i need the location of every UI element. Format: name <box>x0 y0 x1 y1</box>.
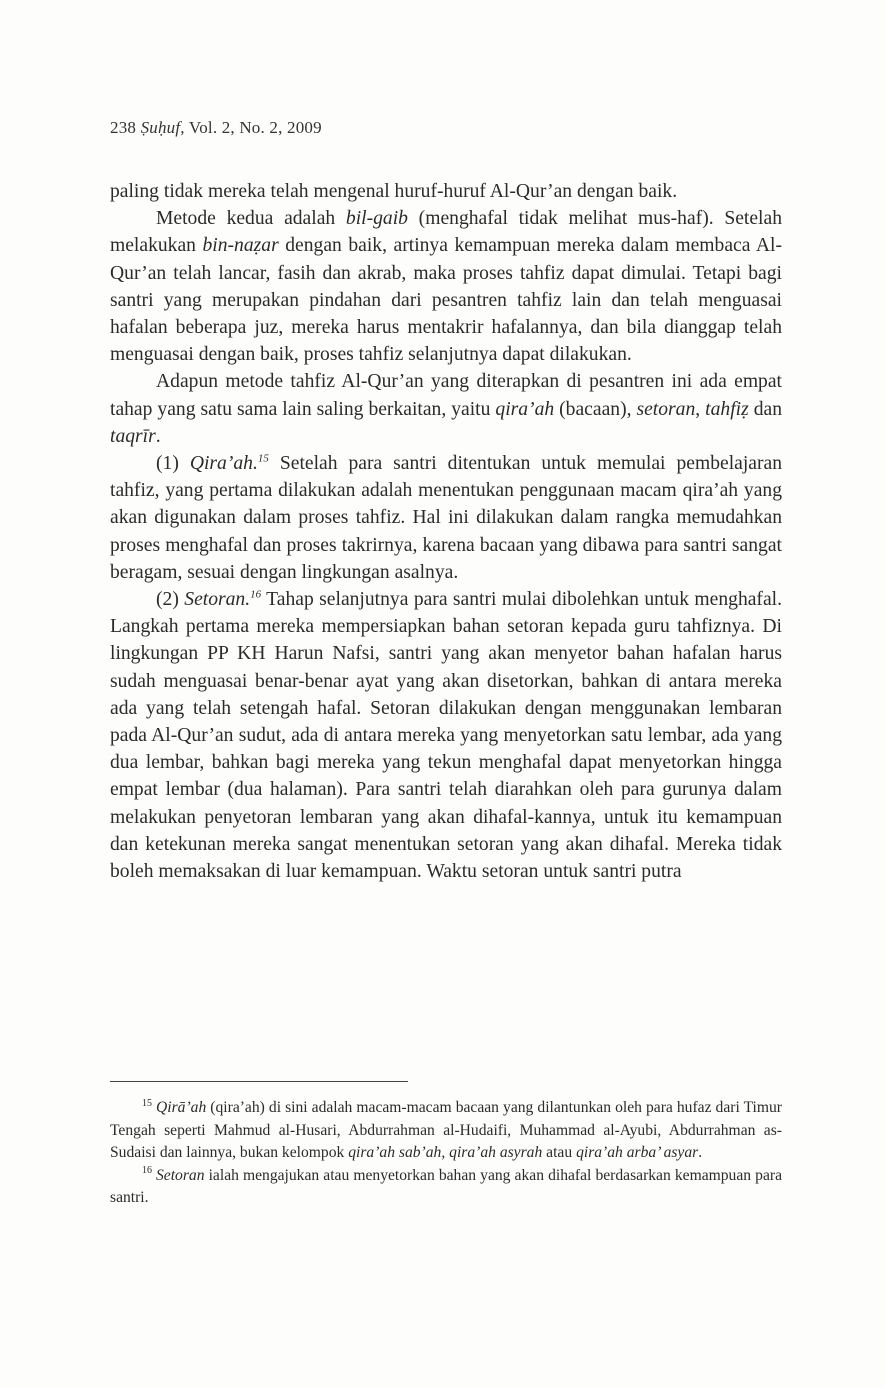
term-bin-nazar: bin-naẓar <box>202 235 279 257</box>
footnote-15-number: 15 <box>142 1097 152 1109</box>
paragraph-2 <box>110 205 782 368</box>
paragraph-2-text-b: (menghafal tidak melihat mus-haf). Setelah melakukan <box>110 208 782 257</box>
running-header <box>110 118 322 138</box>
footnote-15-term-4: qira’ah arba’ asyar <box>576 1144 699 1161</box>
paragraph-5 <box>110 586 782 885</box>
footnote-divider <box>110 1081 408 1082</box>
footnote-15-text-d: . <box>698 1144 703 1161</box>
paragraph-4-text: Setelah para santri ditentukan untuk memulai pembelajaran tahfiz, yang pertama dilakukan adalah menentukan penggunaan macam qira’ah yang akan digunakan dalam proses tahfiz. Hal ini dilakukan dalam rangka memudahkan proses menghafal dan proses takrirnya, karena bacaan yang dibawa para santri sangat beragam, sesuai dengan lingkungan asalnya. <box>110 453 782 583</box>
journal-volume: Vol. 2, No. 2, 2009 <box>188 118 322 137</box>
paragraph-3-text-a: Adapun metode tahfiz Al-Qur’an yang diterapkan di pesantren ini ada empat tahap yang satu sama lain saling berkaitan, yaitu <box>110 371 782 420</box>
term-bil-gaib: bil-gaib <box>345 208 408 230</box>
page-number: 238 <box>110 118 137 137</box>
footnotes <box>110 1097 782 1210</box>
paragraph-3-text-b: (bacaan), <box>554 398 637 420</box>
footnote-15-term: Qirā’ah <box>156 1099 207 1116</box>
main-text <box>110 178 782 885</box>
footnote-15-text-b: , <box>441 1144 450 1161</box>
paragraph-2-text-a: Metode kedua adalah <box>156 208 346 230</box>
footnote-15-text-a: (qira’ah) di sini adalah macam-macam bacaan yang dilantunkan oleh para hufaz dari Timur Tengah seperti Mahmud al-Husari, Abdurrahman al-Hudaifi, Muhammad al-Ayubi, Abdurrahman as-Sudaisi dan lainnya, bukan kelompok <box>110 1099 782 1161</box>
footnote-16-number: 16 <box>142 1165 152 1177</box>
footnote-15 <box>110 1097 782 1165</box>
paragraph-1-text: paling tidak mereka telah mengenal huruf-huruf Al-Qur’an dengan baik. <box>110 181 678 202</box>
heading-setoran: Setoran. <box>184 589 251 611</box>
paragraph-4-number: (1) <box>156 453 190 475</box>
paragraph-5-number: (2) <box>156 589 185 611</box>
paragraph-5-text: Tahap selanjutnya para santri mulai dibolehkan untuk menghafal. Langkah pertama mereka mempersiapkan bahan setoran kepada guru tahfiznya. Di lingkungan PP KH Harun Nafsi, santri yang akan menyetor bahan hafalan harus sudah menguasai benar-benar ayat yang akan disetorkan, bahkan di antara mereka ada yang telah setengah hafal. Setoran dilakukan dengan menggunakan lembaran pada Al-Qur’an sudut, ada di antara mereka yang menyetorkan satu lembar, ada yang dua lembar, bahkan bagi mereka yang tekun menghafal dapat menyetorkan hingga empat lembar (dua halaman). Para santri telah diarahkan oleh para gurunya dalam melakukan penyetoran lembaran yang akan dihafal-kannya, untuk itu kemampuan dan ketekunan mereka sangat menentukan setoran yang akan dihafal. Mereka tidak boleh memaksakan di luar kemampuan. Waktu setoran untuk santri putra <box>110 589 782 883</box>
footnote-15-term-2: qira’ah sab’ah <box>348 1144 442 1161</box>
footnote-16-text: ialah mengajukan atau menyetorkan bahan yang akan dihafal berdasarkan kemampuan para santri. <box>110 1166 782 1206</box>
paragraph-1 <box>110 178 782 205</box>
footnote-ref-16[interactable]: 16 <box>250 588 262 601</box>
footnote-16-term: Setoran <box>156 1166 205 1184</box>
footnote-16 <box>110 1165 782 1210</box>
term-tahfiz: tahfiẓ <box>705 398 749 420</box>
paragraph-3-text-e: . <box>155 425 161 447</box>
paragraph-2-text-c: dengan baik, artinya kemampuan mereka dalam membaca Al-Qur’an telah lancar, fasih dan akrab, maka proses tahfiz dapat dimulai. Tetapi bagi santri yang merupakan pindahan dari pesantren tahfiz lain dan telah menguasai hafalan beberapa juz, mereka harus mentakrir hafalannya, dan bila dianggap telah menguasai dengan baik, proses tahfiz selanjutnya dapat dilakukan. <box>110 235 782 366</box>
paragraph-3-text-c: , <box>695 398 706 420</box>
term-taqrir: taqrīr <box>110 425 156 447</box>
term-setoran: setoran <box>636 398 696 420</box>
journal-title: Ṣuḥuf, <box>140 118 185 137</box>
term-qiraah: qira’ah <box>495 398 555 420</box>
heading-qiraah: Qira’ah. <box>189 453 258 475</box>
paragraph-3-text-d: dan <box>748 398 782 420</box>
footnote-15-text-c: atau <box>542 1144 577 1161</box>
footnote-15-term-3: qira’ah asyrah <box>449 1144 543 1161</box>
paragraph-3 <box>110 368 782 450</box>
paragraph-4 <box>110 450 782 586</box>
footnote-ref-15[interactable]: 15 <box>257 452 269 465</box>
